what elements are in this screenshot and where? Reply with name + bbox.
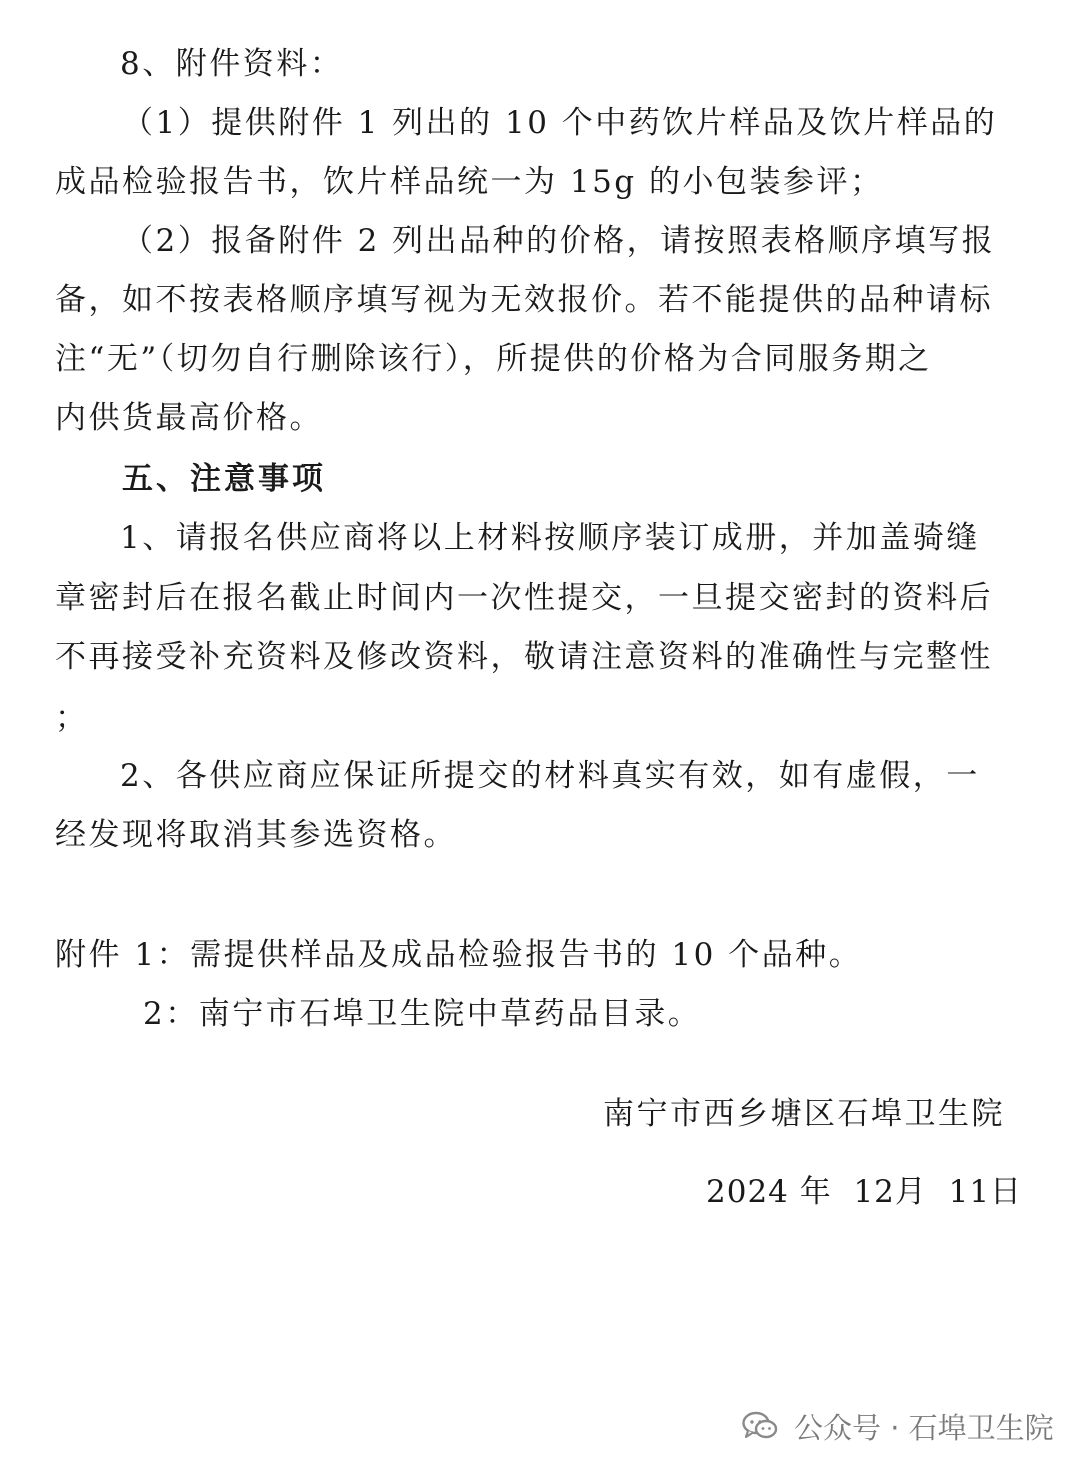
- watermark-text: 公众号 · 石埠卫生院: [794, 1410, 1054, 1445]
- section-item-8-title: 8、附件资料：: [120, 46, 344, 82]
- paragraph-line: 备，如不按表格顺序填写视为无效报价。若不能提供的品种请标: [55, 282, 993, 318]
- attachment-line-2: 2：南宁市石埠卫生院中草药品目录。: [143, 996, 702, 1032]
- paragraph-line: 经发现将取消其参选资格。: [55, 817, 457, 853]
- wechat-watermark: [742, 1404, 1054, 1448]
- wechat-icon: [742, 1411, 778, 1441]
- paragraph-line: 章密封后在报名截止时间内一次性提交，一旦提交密封的资料后: [55, 580, 993, 616]
- paragraph-line: 不再接受补充资料及修改资料，敬请注意资料的准确性与完整性: [55, 639, 993, 675]
- paragraph-line: 成品检验报告书，饮片样品统一为 15g 的小包装参评；: [55, 164, 884, 200]
- issue-date: 2024 年 12月 11日: [706, 1174, 1023, 1210]
- section-heading-notes: 五、注意事项: [122, 461, 326, 497]
- attachment-line-1: 附件 1：需提供样品及成品检验报告书的 10 个品种。: [55, 937, 863, 973]
- paragraph-line: 注“无”（切勿自行删除该行），所提供的价格为合同服务期之: [55, 341, 932, 377]
- paragraph-line: ；: [55, 700, 89, 736]
- paragraph-line: 1、请报名供应商将以上材料按顺序装订成册，并加盖骑缝: [120, 520, 980, 556]
- paragraph-line: 内供货最高价格。: [55, 400, 323, 436]
- paragraph-line: （2）报备附件 2 列出品种的价格，请按照表格顺序填写报: [122, 223, 996, 259]
- paragraph-line: 2、各供应商应保证所提交的材料真实有效，如有虚假，一: [120, 758, 980, 794]
- issuer-name: 南宁市西乡塘区石埠卫生院: [603, 1096, 1005, 1132]
- paragraph-line: （1）提供附件 1 列出的 10 个中药饮片样品及饮片样品的: [122, 105, 998, 141]
